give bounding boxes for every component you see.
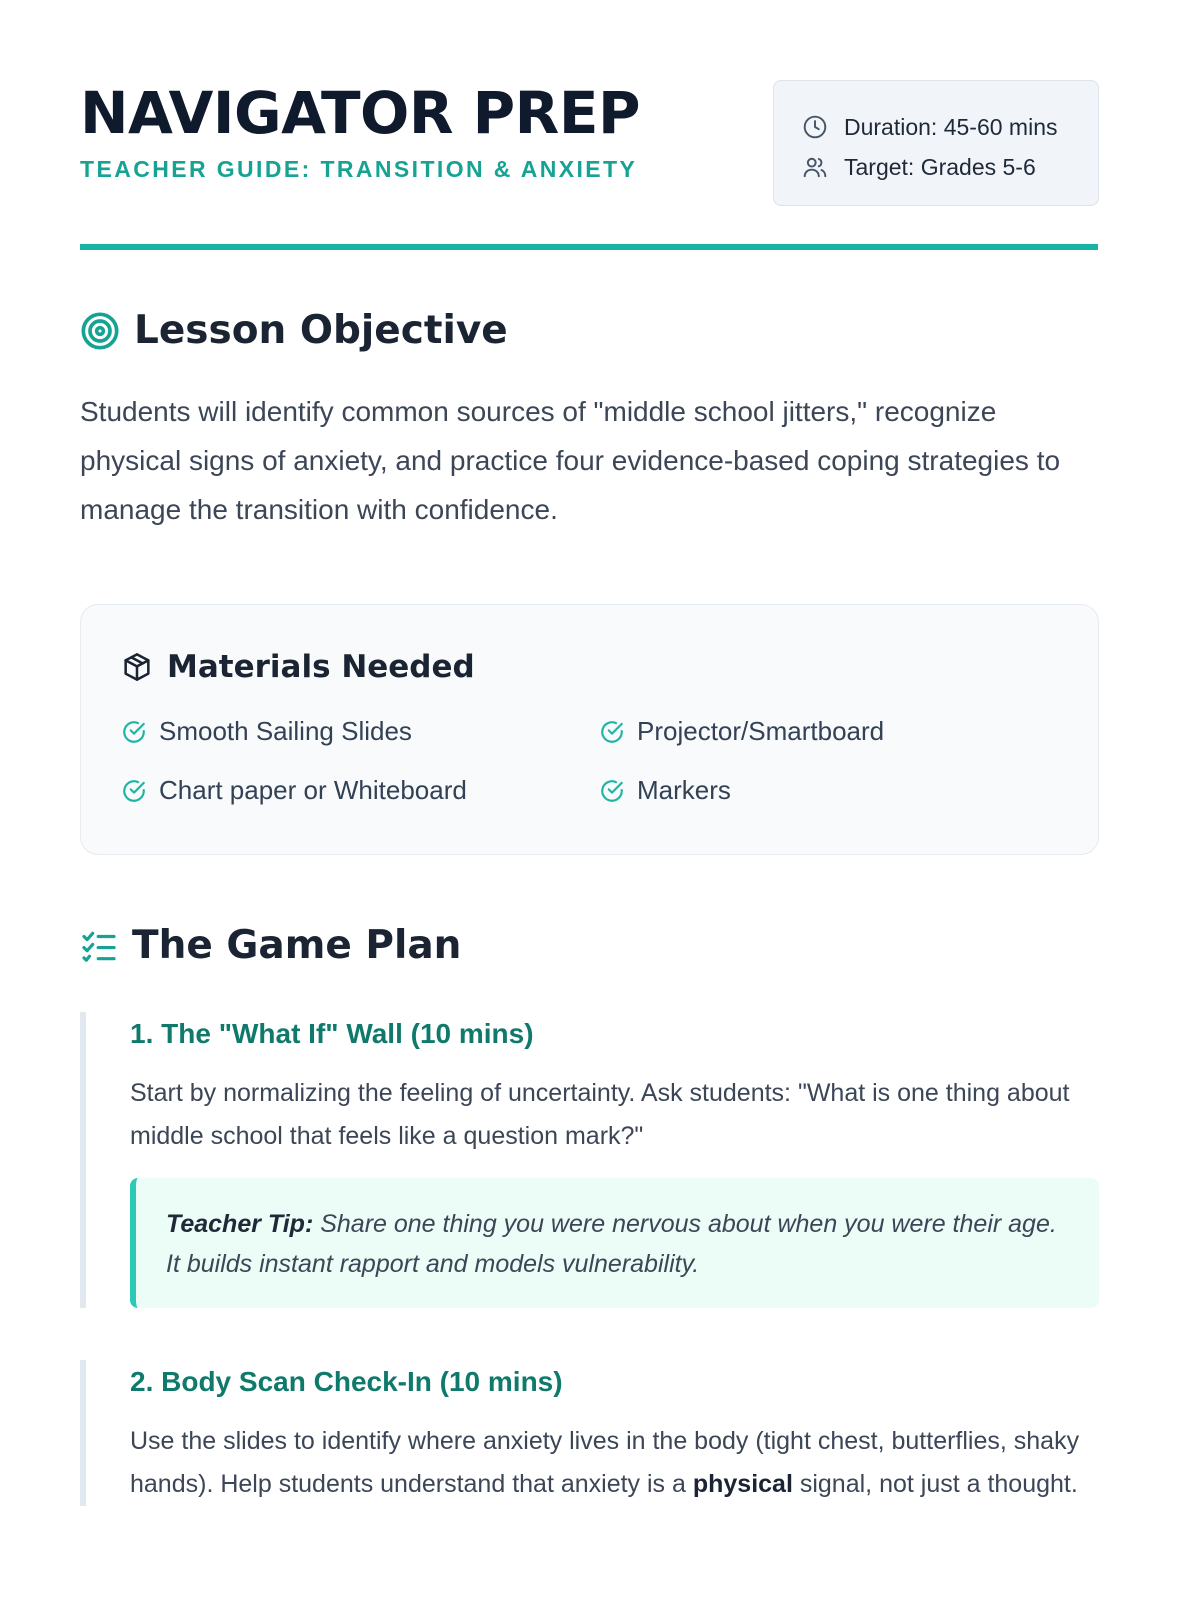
header <box>80 80 1120 248</box>
check-circle-icon <box>599 719 625 745</box>
users-icon <box>802 154 828 180</box>
materials-item <box>599 715 1019 748</box>
step-title: 2. Body Scan Check-In (10 mins) <box>130 1366 563 1397</box>
page-title: NAVIGATOR PREP <box>80 79 640 147</box>
materials-item-label: Markers <box>637 775 731 805</box>
materials-heading <box>121 649 1058 685</box>
lesson-objective-section <box>80 308 1120 534</box>
game-plan-section <box>80 923 1120 1506</box>
target-icon <box>80 311 120 351</box>
clock-icon <box>802 114 828 140</box>
duration-row <box>802 107 1098 147</box>
objective-text: Students will identify common sources of "middle school jitters," recognize physical signs of anxiety, and practice four evidence-based coping strategies to manage the transition with confidence. <box>80 396 1061 525</box>
check-circle-icon <box>121 719 147 745</box>
game-plan-step <box>80 1012 1099 1308</box>
materials-item-label: Chart paper or Whiteboard <box>159 775 467 805</box>
box-icon <box>121 651 153 683</box>
materials-item-label: Smooth Sailing Slides <box>159 716 412 746</box>
lesson-meta-box <box>773 80 1099 206</box>
game-plan-heading <box>80 923 1120 968</box>
materials-item <box>121 715 599 748</box>
lesson-objective-heading <box>80 308 1120 353</box>
materials-item <box>599 774 1019 807</box>
game-plan-step <box>80 1360 1099 1506</box>
checklist-icon <box>80 927 118 965</box>
teacher-tip-text: Share one thing you were nervous about when you were their age. It builds instant rapport and models vulnerability. <box>166 1210 1057 1278</box>
materials-list <box>121 715 1058 807</box>
step-text: Start by normalizing the feeling of uncertainty. Ask students: "What is one thing about middle school that feels like a question mark?" <box>130 1079 1070 1150</box>
duration-text: Duration: 45-60 mins <box>844 113 1058 140</box>
section-title: Materials Needed <box>167 649 475 685</box>
teacher-tip-label: Teacher Tip: <box>166 1210 314 1238</box>
step-text-part: signal, not just a thought. <box>792 1470 1078 1498</box>
check-circle-icon <box>599 778 625 804</box>
header-divider <box>80 244 1098 250</box>
materials-item <box>121 774 599 807</box>
section-title: The Game Plan <box>132 923 462 968</box>
page-subtitle: TEACHER GUIDE: TRANSITION & ANXIETY <box>80 156 638 182</box>
step-text-emphasis: physical <box>692 1470 793 1498</box>
materials-card <box>80 604 1099 855</box>
step-text <box>130 1420 1099 1506</box>
teacher-tip <box>130 1178 1099 1308</box>
section-title: Lesson Objective <box>134 308 508 353</box>
target-text: Target: Grades 5-6 <box>844 153 1036 180</box>
step-text-part: Use the slides to identify where anxiety lives in the body (tight chest, butterflies, shaky hands). Help students understand that anxiety is a <box>130 1427 1080 1498</box>
step-title: 1. The "What If" Wall (10 mins) <box>130 1018 534 1049</box>
materials-item-label: Projector/Smartboard <box>637 716 885 746</box>
target-row <box>802 147 1098 187</box>
check-circle-icon <box>121 778 147 804</box>
